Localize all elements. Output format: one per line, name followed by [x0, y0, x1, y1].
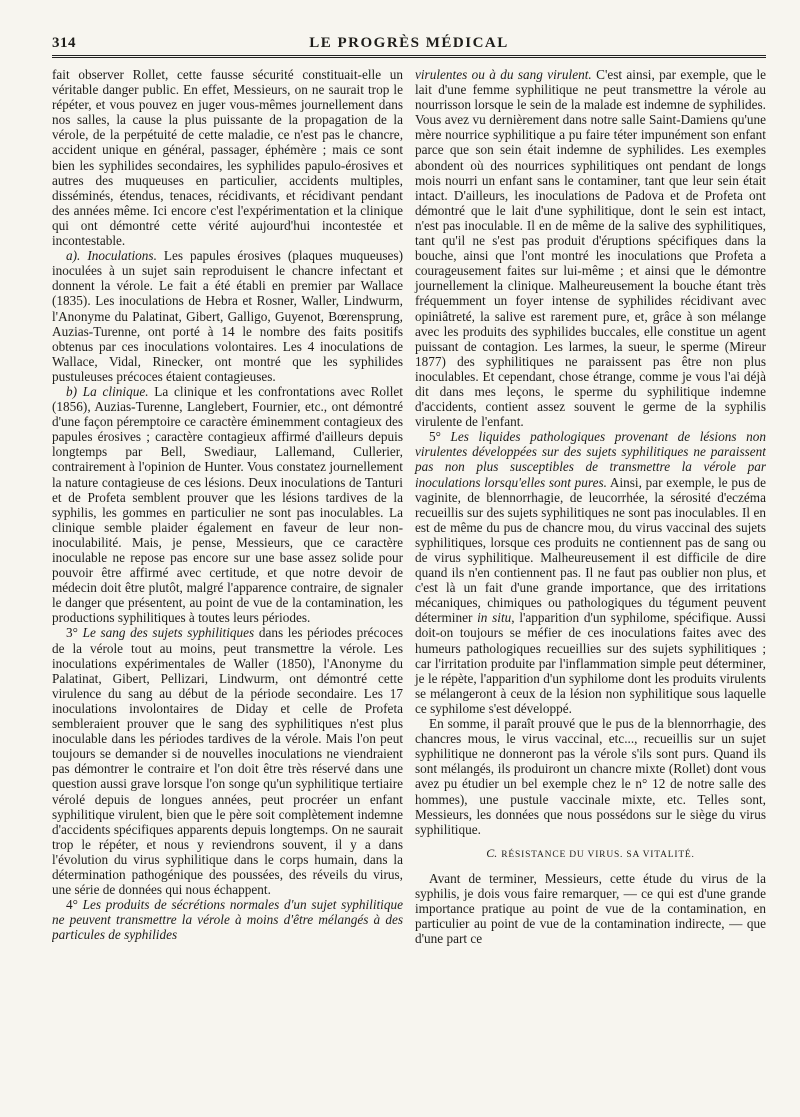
two-column-body — [52, 67, 766, 1117]
page-number: 314 — [52, 35, 76, 51]
paragraph-body: , l'apparition d'un syphilome, spécifique. Aussi doit-on toujours se méfier de ces inoculations faites avec des humeurs pathologiques recueillies sur des sujets syphilitiques ; car l'irritation produite par l'inflammation simple peut déterminer, je le répète, l'apparition d'un syphilome dont les produits virulents se mélangeront à ceux de la lésion non syphilitique sous laquelle ce syphilome s'est développé. — [415, 610, 766, 716]
paragraph: fait observer Rollet, cette fausse sécurité constituait-elle un véritable danger public. En effet, Messieurs, on ne saurait trop le répéter, et vous pouvez en juger vous-mêmes journellement dans nos salles, la cause la plus puissante de la propagation de la vérole, de la perpétuité de cette maladie, ce n'est pas le chancre, accident unique en général, passager, éphémère ; mais ce sont bien les syphilides secondaires, les syphilides papulo-érosives et autres des muqueuses en particulier, accidents multiples, disséminés, étendus, tenaces, récidivants, et récidivant pendant des années même. Ici encore c'est l'expérimentation et la clinique qui ont démontré cette vérité aujourd'hui incontestée et incontestable. — [52, 67, 403, 249]
section-letter: C. — [486, 845, 498, 860]
paragraph-body: Ainsi, par exemple, le pus de vaginite, de blennorrhagie, de leucorrhée, la sérosité d'eczéma recueillis sur des sujets syphilitiques ne sont pas inoculables. Il en est de même du pus de chancre mou, du virus vaccinal des sujets syphilitiques, lorsque ces produits ne contiennent pas de sang ou de virus syphilitique. Malheureusement il est difficile de dire quand ils n'en contiennent pas. Il ne faut pas oublier non plus, et c'est là un fait d'une grande importance, que des irritations mécaniques, chimiques ou pathologiques du tégument peuvent déterminer — [415, 474, 766, 626]
paragraph — [415, 429, 766, 716]
section-heading — [415, 846, 766, 863]
paragraph — [415, 67, 766, 429]
paragraph-body: C'est ainsi, par exemple, que le lait d'une femme syphilitique ne peut transmettre la vérole au nourrisson lorsque le sein de la malade est indemne de syphilides. Vous avez vu dernièrement dans notre salle Saint-Damiens qu'une mère nourrice syphilitique a pu faire téter impunément son enfant parce que son sein était indemne de syphilides. Les exemples abondent où des nourrices syphilitiques ont pendant de longs mois nourri un enfant sans le contaminer, tant que leur sein était intact. D'ailleurs, les inoculations de Padova et de Profeta ont démontré que le lait d'une syphilitique, dont le sein est intact, n'est pas inoculable. Il en de même de la salive des syphilitiques, tant qu'il ne s'est pas produit d'éruptions spécifiques dans la bouche, ainsi que l'ont montré les inoculations que Profeta a courageusement faites sur lui-même ; et ainsi que le démontre journellement la clinique. Malheureusement la bouche étant très fréquemment un foyer intense de syphilides récidivant avec opiniâtreté, la salive est rarement pure, et, grâce à son mélange avec les produits des syphilides buccales, elle constitue un agent puissant de contagion. Les larmes, la sueur, le sperme (Mireur 1877) des syphilitiques ne paraissent pas être non plus inoculables. Et cependant, chose étrange, comme je vous l'ai déjà dit dans mes leçons, le sperme du syphilitique indemne d'accidents, contient assez souvent le germe de la syphilis virulente de l'enfant. — [415, 67, 766, 430]
paragraph-lead: Le sang des sujets syphilitiques — [77, 625, 255, 641]
right-column — [415, 67, 766, 1117]
paragraph — [52, 384, 403, 626]
paragraph — [52, 897, 403, 942]
paragraph-body: dans les périodes précoces de la vérole tout au moins, peut transmettre la vérole. Les inoculations expérimentales de Waller (1850), l'Anonyme du Palatinat, Gibert, Pellizari, Lindwurm, ont démontré cette virulence du sang au début de la période secondaire. Les 17 inoculations involontaires de Diday et celle de Profeta sembleraient prouver que le sang des syphilitiques n'est plus inoculable dans les périodes tardives de la vérole. Mais l'on peut toujours se demander si de nouvelles inoculations ne viendraient pas démontrer le contraire et l'on doit être très réservé dans une question aussi grave lorsque l'on songe qu'un syphilitique tertiaire vérolé depuis de longues années, peut procréer un enfant syphilitique virulent, bien que le père soit complètement indemne d'accidents spécifiques apparents depuis longtemps. On ne saurait trop le répéter, et nous y reviendrons souvent, il y a dans l'évolution du virus syphilitique dans le corps humain, dans la détermination pathogénique des poussées, des réveils du virus, une série de données qui nous échappent. — [52, 625, 403, 898]
latin-term: in situ — [477, 610, 512, 626]
left-column — [52, 67, 403, 1117]
paragraph-body: La clinique et les confrontations avec Rollet (1856), Auzias-Turenne, Langlebert, Fournier, etc., ont démontré d'une façon péremptoire ce caractère éminemment contagieux des papules érosives ; caractère contagieux affirmé d'ailleurs depuis longtemps par Bell, Swediaur, Lallemand, Cullerier, contrairement à l'opinion de Hunter. Vous constatez journellement la nature contagieuse de ces lésions. Deux inoculations de Tanturi et de Profeta semblent prouver que les lésions tardives de la syphilis, les gommes en particulier ne sont pas inoculables. La clinique semble plaider également en faveur de leur non-inoculabilité. Mais, je pense, Messieurs, que ce caractère inoculable ne repose pas encore sur une base assez solide pour pouvoir être affirmé avec certitude, et que notre devoir de médecin doit être plutôt, malgré l'apparence contraire, de signaler le danger que présentent, au point de vue de la contamination, les productions syphilitiques à toutes leurs périodes. — [52, 383, 403, 626]
paragraph: En somme, il paraît prouvé que le pus de la blennorrhagie, des chancres mous, le virus vaccinal, etc..., recueillis sur un sujet syphilitique ne donneront pas la vérole s'ils sont purs. Quand ils sont mélangés, ils produiront un chancre mixte (Rollet) dont vous avez pu étudier un bel exemple chez le n° 12 de notre salle des hommes), une pustule vaccinale mixte, etc. Telles sont, Messieurs, les données que nous possédons sur le siège du virus syphilitique. — [415, 716, 766, 837]
journal-title: LE PROGRÈS MÉDICAL — [309, 35, 509, 51]
paragraph-lead: virulentes ou à du sang virulent. — [415, 67, 592, 82]
paragraph: Avant de terminer, Messieurs, cette étude du virus de la syphilis, je dois vous faire remarquer, — ce qui est d'une grande importance pratique au point de vue de la contamination, en particulier au point de vue de la contamination indirecte, — que d'une part ce — [415, 870, 766, 947]
item-number: 3° — [66, 625, 78, 641]
paragraph — [52, 248, 403, 384]
running-header — [52, 28, 766, 58]
paragraph-lead: Les liquides pathologiques provenant de lésions non virulentes développées sur des sujets syphilitiques ne paraissent pas non plus susceptibles de transmettre la vérole par inoculations lorsqu'elles sont pures. — [415, 429, 766, 490]
paragraph-lead: a). Inoculations. — [66, 248, 157, 264]
item-number: 5° — [429, 429, 441, 445]
paragraph-lead: Les produits de sécrétions normales d'un sujet syphilitique ne peuvent transmettre la vérole à moins d'être mélangés à des particules de syphilides — [52, 897, 403, 943]
paragraph-lead: b) La clinique. — [66, 383, 149, 399]
section-title: RÉSISTANCE DU VIRUS. SA VITALITÉ. — [501, 849, 695, 860]
item-number: 4° — [66, 897, 78, 913]
paragraph — [52, 625, 403, 897]
paragraph-body: Les papules érosives (plaques muqueuses) inoculées à un sujet sain reproduisent le chancre infectant et donnent la vérole. Le fait a été établi en premier par Wallace (1835). Les inoculations de Hebra et Rosner, Waller, Lindwurm, l'Anonyme du Palatinat, Gibert, Galligo, Guyenot, Bœrensprung, Auzias-Turenne, ont porté à 14 le nombre des faits positifs obtenus par ces inoculations volontaires. Les 4 inoculations de Wallace, Vidal, Rinecker, ont montré que les syphilides pustuleuses précoces étaient contagieuses. — [52, 248, 403, 384]
